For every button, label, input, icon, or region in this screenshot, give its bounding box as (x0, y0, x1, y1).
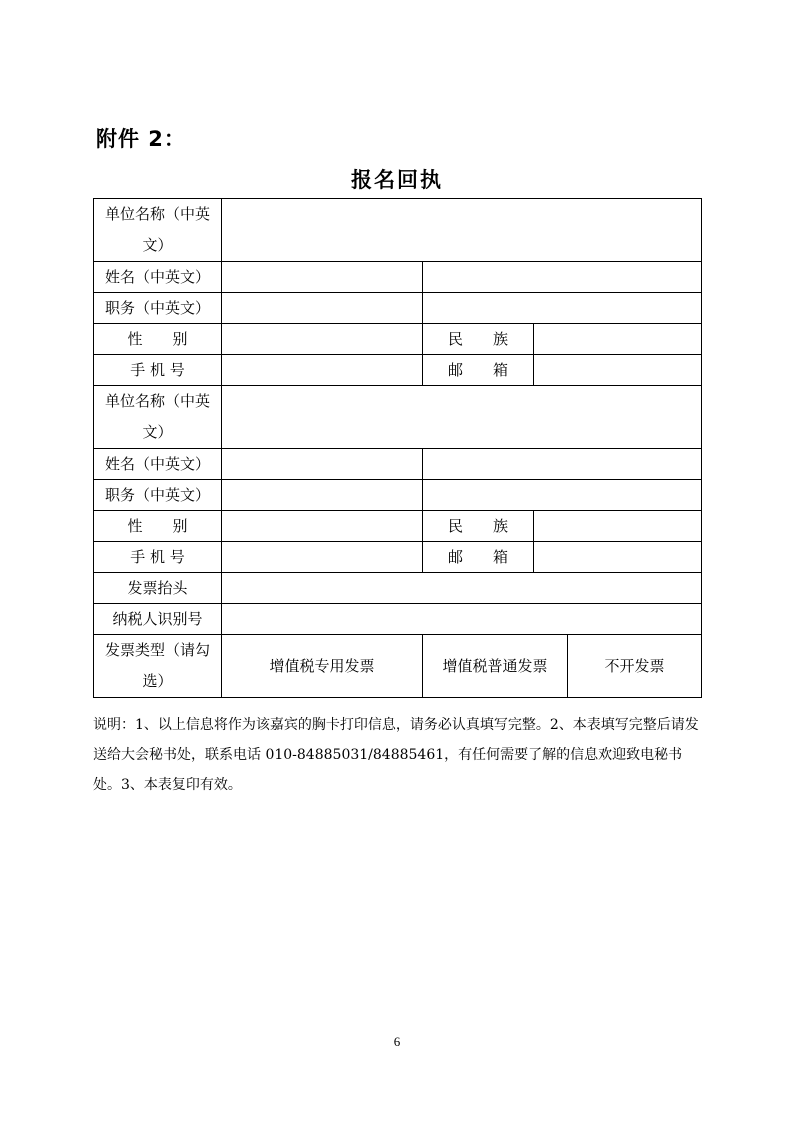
table-row (94, 293, 702, 324)
taxpayer-id-label: 纳税人识别号 (94, 604, 222, 635)
position-field-1-cn[interactable] (222, 293, 423, 324)
ethnicity-field-1[interactable] (534, 324, 702, 355)
company-name-label-2: 单位名称（中英文） (94, 386, 222, 449)
table-row (94, 542, 702, 573)
invoice-title-field[interactable] (222, 573, 702, 604)
table-row (94, 199, 702, 262)
name-field-1-cn[interactable] (222, 262, 423, 293)
taxpayer-id-field[interactable] (222, 604, 702, 635)
name-field-1-en[interactable] (423, 262, 702, 293)
mobile-label-2: 手 机 号 (94, 542, 222, 573)
company-name-field-2[interactable] (222, 386, 702, 449)
ethnicity-field-2[interactable] (534, 511, 702, 542)
invoice-option-ordinary[interactable]: 增值税普通发票 (423, 635, 568, 698)
ethnicity-label-1: 民 族 (423, 324, 534, 355)
form-title: 报名回执 (351, 168, 443, 192)
mobile-label-1: 手 机 号 (94, 355, 222, 386)
gender-field-2[interactable] (222, 511, 423, 542)
table-row (94, 635, 702, 698)
registration-form-table (93, 198, 702, 698)
position-label-2: 职务（中英文） (94, 480, 222, 511)
gender-field-1[interactable] (222, 324, 423, 355)
table-row (94, 355, 702, 386)
ethnicity-label-2: 民 族 (423, 511, 534, 542)
email-label-1: 邮 箱 (423, 355, 534, 386)
company-name-field-1[interactable] (222, 199, 702, 262)
page-number: 6 (393, 1034, 401, 1049)
attachment-label: 附件 2： (96, 127, 186, 151)
position-label-1: 职务（中英文） (94, 293, 222, 324)
email-field-1[interactable] (534, 355, 702, 386)
table-row (94, 449, 702, 480)
mobile-field-2[interactable] (222, 542, 423, 573)
name-label-1: 姓名（中英文） (94, 262, 222, 293)
mobile-field-1[interactable] (222, 355, 423, 386)
gender-label-1: 性 别 (94, 324, 222, 355)
company-name-label-1: 单位名称（中英文） (94, 199, 222, 262)
invoice-option-special[interactable]: 增值税专用发票 (222, 635, 423, 698)
email-label-2: 邮 箱 (423, 542, 534, 573)
email-field-2[interactable] (534, 542, 702, 573)
invoice-type-label: 发票类型（请勾选） (94, 635, 222, 698)
name-field-2-cn[interactable] (222, 449, 423, 480)
table-row (94, 604, 702, 635)
name-label-2: 姓名（中英文） (94, 449, 222, 480)
table-row (94, 511, 702, 542)
gender-label-2: 性 别 (94, 511, 222, 542)
table-row (94, 324, 702, 355)
invoice-title-label: 发票抬头 (94, 573, 222, 604)
table-row (94, 480, 702, 511)
table-row (94, 386, 702, 449)
position-field-1-en[interactable] (423, 293, 702, 324)
position-field-2-en[interactable] (423, 480, 702, 511)
table-row (94, 262, 702, 293)
name-field-2-en[interactable] (423, 449, 702, 480)
invoice-option-none[interactable]: 不开发票 (568, 635, 702, 698)
position-field-2-cn[interactable] (222, 480, 423, 511)
form-note: 说明：1、以上信息将作为该嘉宾的胸卡打印信息，请务必认真填写完整。2、本表填写完整后请发送给大会秘书处，联系电话 010-84885031/84885461，有任何需要了解的信息欢迎致电秘书处。3、本表复印有效。 (93, 717, 699, 793)
table-row (94, 573, 702, 604)
